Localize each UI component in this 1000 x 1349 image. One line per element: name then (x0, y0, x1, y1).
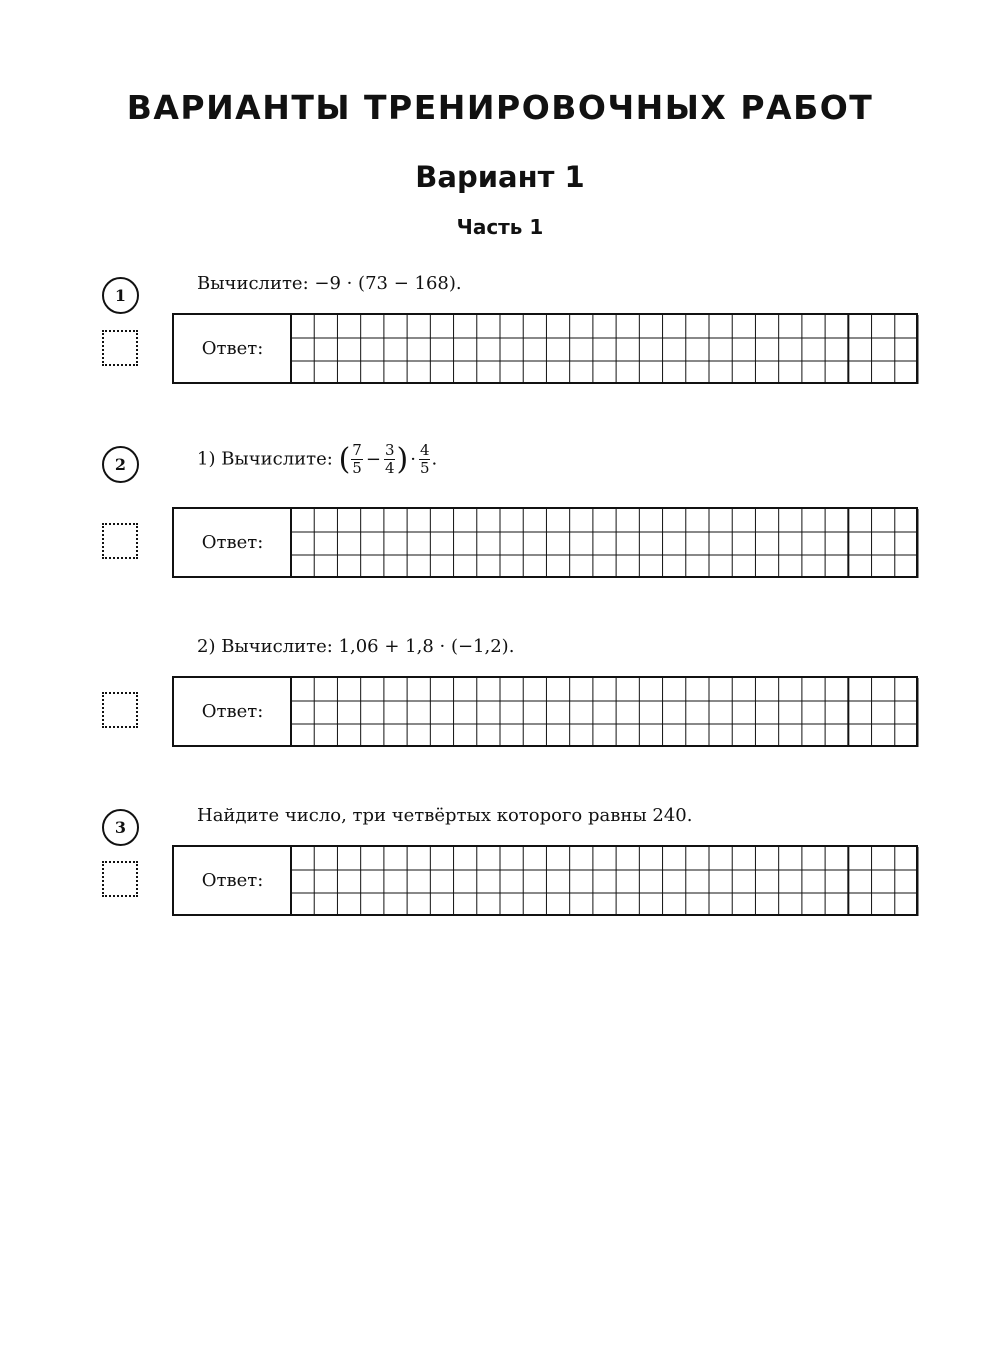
period: . (431, 448, 438, 470)
left-paren: ( (338, 442, 351, 477)
task-3-text: Найдите число, три четвёртых которого равны 240. (197, 805, 693, 826)
minus-sign: − (365, 448, 381, 470)
answer-grid (174, 847, 920, 918)
fraction-7-5: $\frac{7}{5}$ (352, 441, 362, 477)
answer-grid (174, 315, 920, 386)
task-1-score-box[interactable] (102, 330, 138, 366)
main-title: ВАРИАНТЫ ТРЕНИРОВОЧНЫХ РАБОТ (126, 88, 874, 127)
task-2-1-answer-field[interactable] (172, 507, 918, 578)
answer-label: Ответ: (201, 701, 264, 722)
task-3-answer-field[interactable] (172, 845, 918, 916)
variant-title: Вариант 1 (415, 160, 585, 194)
fraction-3-4: $\frac{3}{4}$ (384, 441, 395, 477)
task-1-answer-field[interactable] (172, 313, 918, 384)
task-2-1-score-box[interactable] (102, 523, 138, 559)
answer-grid (174, 678, 920, 749)
answer-label: Ответ: (201, 870, 264, 891)
task-2-number: 2 (102, 446, 139, 483)
task-2-1-text (197, 442, 437, 477)
task-3-score-box[interactable] (102, 861, 138, 897)
task-2-1-prefix: 1) Вычислите: (197, 448, 333, 470)
answer-label: Ответ: (201, 532, 264, 553)
task-2-2-score-box[interactable] (102, 692, 138, 728)
task-2-2-answer-field[interactable] (172, 676, 918, 747)
task-1-number: 1 (102, 277, 139, 314)
task-1-text: Вычислите: −9 · (73 − 168). (197, 273, 462, 294)
right-paren: ) (396, 442, 409, 477)
fraction-4-5: $\frac{4}{5}$ (419, 441, 430, 477)
task-3-number: 3 (102, 809, 139, 846)
answer-grid (174, 509, 920, 580)
answer-label: Ответ: (201, 338, 264, 359)
part-title: Часть 1 (456, 215, 544, 239)
multiply-dot: · (410, 448, 416, 470)
task-2-2-text: 2) Вычислите: 1,06 + 1,8 · (−1,2). (197, 636, 515, 657)
